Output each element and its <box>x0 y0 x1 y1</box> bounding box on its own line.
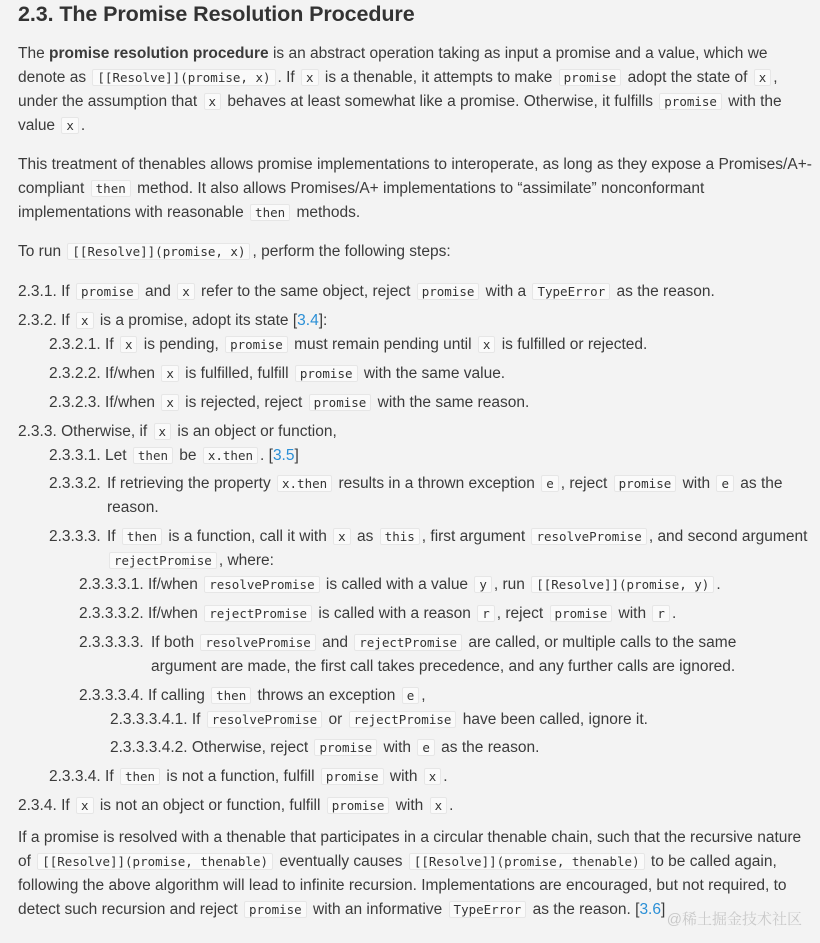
list-item: 2.3.2. If x is a promise, adopt its state [3.4]: <box>18 312 328 329</box>
list-item: 2.3.4. If x is not an object or function, fulfill promise with x . <box>18 797 454 814</box>
ref-link[interactable]: 3.5 <box>272 447 295 464</box>
inline-code: then <box>250 204 290 221</box>
list-item: 2.3.3. Otherwise, if x is an object or function, <box>18 423 337 440</box>
list-item: 2.3.3.3.2. If/when rejectPromise is called with a reason r , reject promise with r . <box>79 605 677 622</box>
list-item: 2.3.3.3.4.1. If resolvePromise or rejectPromise have been called, ignore it. <box>110 711 648 728</box>
inline-code: then <box>91 180 131 197</box>
list-item: 2.3.1. If promise and x refer to the same object, reject promise with a TypeError as the reason. <box>18 283 715 300</box>
bold-term: promise resolution procedure <box>49 45 269 62</box>
watermark: @稀土掘金技术社区 <box>666 911 802 928</box>
ref-link[interactable]: 3.4 <box>297 312 319 329</box>
list-item: 2.3.2.1. If x is pending, promise must remain pending until x is fulfilled or rejected. <box>49 336 648 353</box>
run-paragraph: To run [[Resolve]](promise, x) , perform the following steps: <box>18 243 451 260</box>
inline-code: x <box>754 69 772 86</box>
inline-code: [[Resolve]](promise, x) <box>92 69 275 86</box>
list-item: 2.3.3.1. Let then be x.then . [3.5] <box>49 447 299 464</box>
list-item: 2.3.3.4. If then is not a function, fulfill promise with x . <box>49 768 448 785</box>
inline-code: x <box>301 69 319 86</box>
list-item: 2.3.3.2. If retrieving the property x.then results in a thrown exception e , reject promise with e as the reason. <box>49 475 783 516</box>
list-item: 2.3.3.3.3. If both resolvePromise and rejectPromise are called, or multiple calls to the same argument are made, the first call takes precedence, and any further calls are ignored. <box>79 634 737 675</box>
list-item: 2.3.2.2. If/when x is fulfilled, fulfill promise with the same value. <box>49 365 506 382</box>
inline-code: x <box>61 117 79 134</box>
ref-link[interactable]: 3.6 <box>639 901 661 918</box>
inline-code: promise <box>244 901 307 918</box>
recursion-paragraph: If a promise is resolved with a thenable that participates in a circular thenable chain, such that the recursive nature of [[Resolve]](promise, thenable) eventually causes [[Resolve]](promise, thenable) to be called again, following the above algorithm will lead to infinite recursion. Implementations are encouraged, but not required, to detect such recursion and reject promise with an informative TypeError as the reason. [3.6] <box>18 829 802 918</box>
section-heading: 2.3. The Promise Resolution Procedure <box>18 2 415 26</box>
thenable-paragraph: This treatment of thenables allows promise implementations to interoperate, as long as they expose a Promises/A+-compliant then method. It also allows Promises/A+ implementations to “assimilate” nonconformant implementations with reasonable then methods. <box>18 156 812 221</box>
list-item: 2.3.3.3. If then is a function, call it with x as this , first argument resolvePromise , and second argument rejectPromise , where: <box>49 528 808 569</box>
inline-code: promise <box>559 69 622 86</box>
inline-code: x <box>204 93 222 110</box>
inline-code: [[Resolve]](promise, thenable) <box>409 853 645 870</box>
list-item: 2.3.2.3. If/when x is rejected, reject promise with the same reason. <box>49 394 530 411</box>
inline-code: [[Resolve]](promise, thenable) <box>37 853 273 870</box>
list-item: 2.3.3.3.1. If/when resolvePromise is called with a value y , run [[Resolve]](promise, y) . <box>79 576 721 593</box>
list-item: 2.3.3.3.4. If calling then throws an exception e , <box>79 687 426 704</box>
inline-code: [[Resolve]](promise, x) <box>67 243 250 260</box>
inline-code: TypeError <box>449 901 527 918</box>
inline-code: promise <box>659 93 722 110</box>
list-item: 2.3.3.3.4.2. Otherwise, reject promise with e as the reason. <box>110 739 540 756</box>
intro-paragraph: The promise resolution procedure is an abstract operation taking as input a promise and a value, which we denote as [[Resolve]](promise, x) . If x is a thenable, it attempts to make promise adopt the state of x , under the assumption that x behaves at least somewhat like a promise. Otherwise, it fulfills promise with the value x . <box>18 45 782 134</box>
